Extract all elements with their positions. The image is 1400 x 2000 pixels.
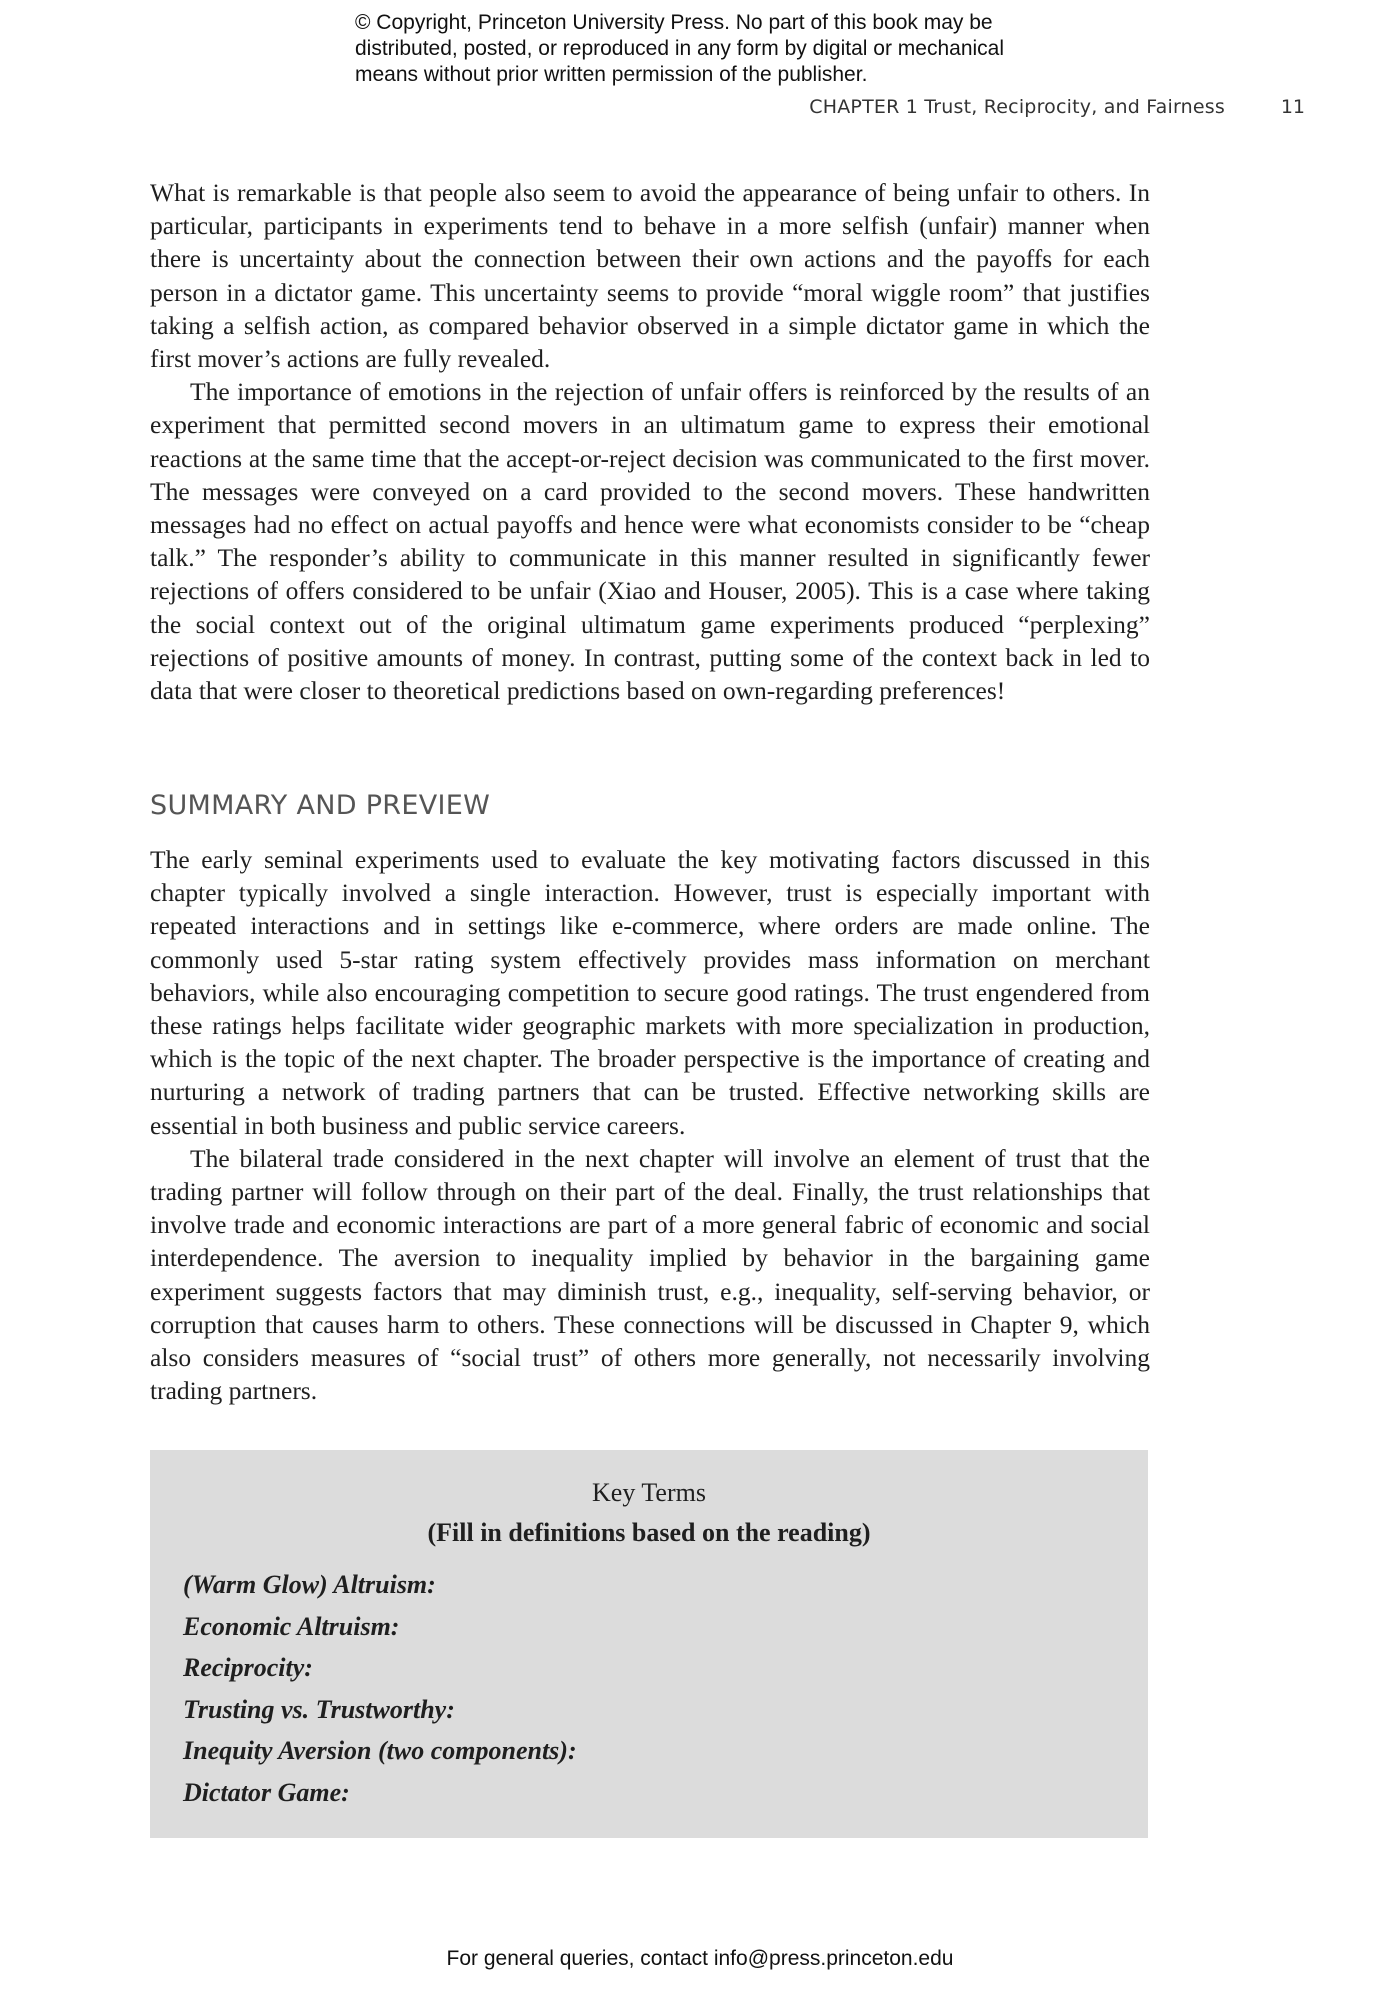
key-term: Inequity Aversion (two components): [183, 1736, 577, 1766]
footer-contact: For general queries, contact info@press.princeton.edu [446, 1947, 954, 1970]
body-paragraph: What is remarkable is that people also seem to avoid the appearance of being unfair to others. In particular, participants in experiments tend to behave in a more selfish (unfair) manner when there is uncertainty about the connection between their own actions and the payoffs for each person in a dictator game. This uncertainty seems to provide “moral wiggle room” that justifies taking a selfish action, as compared behavior observed in a simple dictator game in which the first mover’s actions are fully revealed. [150, 178, 1150, 374]
copyright-line: © Copyright, Princeton University Press. No part of this book may be [355, 11, 993, 34]
copyright-notice [355, 10, 1075, 88]
key-term: (Warm Glow) Altruism: [183, 1570, 436, 1599]
key-term: Trusting vs. Trustworthy: [183, 1694, 455, 1724]
key-term: Economic Altruism: [183, 1611, 400, 1641]
page-number: 11 [1280, 96, 1305, 118]
running-head: CHAPTER 1 Trust, Reciprocity, and Fairness [809, 96, 1225, 118]
body-paragraph: The bilateral trade considered in the next chapter will involve an element of trust that the trading partner will follow through on their part of the deal. Finally, the trust relationships that involve trade and economic interactions are part of a more general fabric of economic and social interdependence. The aversion to inequality implied by behavior in the bargaining game experiment suggests factors that may diminish trust, e.g., inequality, self-serving behavior, or corruption that causes harm to others. These connections will be discussed in Chapter 9, which also considers measures of “social trust” of others more generally, not necessarily involving trading partners. [150, 1143, 1150, 1406]
section-heading: SUMMARY AND PREVIEW [150, 790, 491, 821]
key-terms-subtitle: (Fill in definitions based on the reading) [427, 1518, 871, 1547]
body-paragraph: The importance of emotions in the rejection of unfair offers is reinforced by the results of an experiment that permitted second movers in an ultimatum game to express their emotional reactions at the same time that the accept-or-reject decision was communicated to the first mover. The messages were conveyed on a card provided to the second movers. These handwritten messages had no effect on actual payoffs and hence were what economists consider to be “cheap talk.” The responder’s ability to communicate in this manner resulted in significantly fewer rejections of offers considered to be unfair (Xiao and Houser, 2005). This is a case where taking the social context out of the original ultimatum game experiments produced “perplexing” rejections of positive amounts of money. In contrast, putting some of the context back in led to data that were closer to theoretical predictions based on own-regarding preferences! [150, 377, 1150, 706]
copyright-line: means without prior written permission of the publisher. [355, 63, 868, 86]
key-term: Reciprocity: [183, 1653, 313, 1683]
copyright-line: distributed, posted, or reproduced in any form by digital or mechanical [355, 37, 1005, 60]
body-paragraph: The early seminal experiments used to evaluate the key motivating factors discussed in this chapter typically involved a single interaction. However, trust is especially important with repeated interactions and in settings like e-commerce, where orders are made online. The commonly used 5-star rating system effectively provides mass information on merchant behaviors, while also encouraging competition to secure good ratings. The trust engendered from these ratings helps facilitate wider geographic markets with more specialization in production, which is the topic of the next chapter. The broader perspective is the importance of creating and nurturing a network of trading partners that can be trusted. Effective networking skills are essential in both business and public service careers. [150, 845, 1150, 1140]
summary-section [150, 843, 1150, 1407]
key-terms-list [183, 1564, 577, 1814]
key-term: Dictator Game: [183, 1777, 350, 1807]
key-terms-title: Key Terms [592, 1478, 706, 1507]
key-terms-box [150, 1450, 1148, 1838]
body-section [150, 176, 1150, 707]
